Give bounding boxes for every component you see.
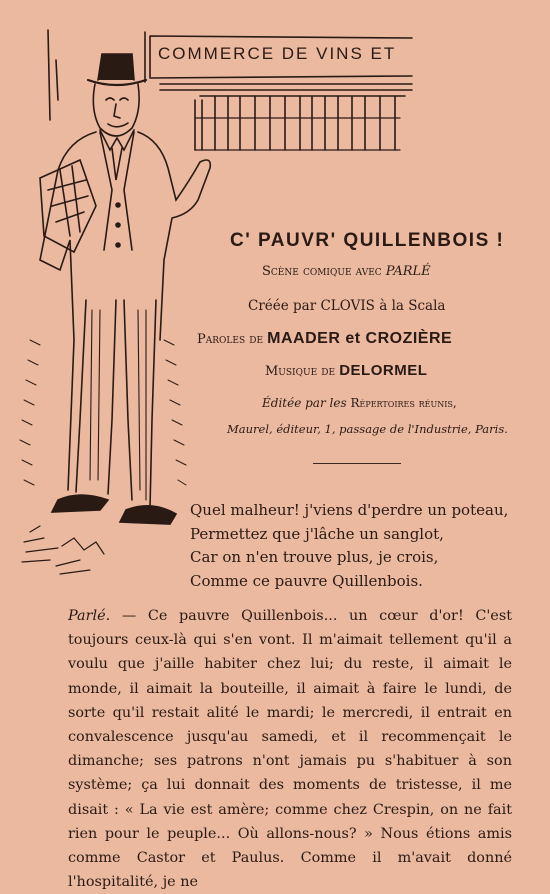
created-by-line: Créée par CLOVIS à la Scala	[248, 298, 446, 314]
composer-name: DELORMEL	[339, 362, 428, 379]
shop-sign-text: COMMERCE DE VINS ET	[158, 44, 397, 63]
music-label: Musique de	[265, 364, 336, 379]
verse-line: Car on n'en trouve plus, je crois,	[190, 548, 439, 566]
subtitle-line	[262, 264, 431, 279]
publisher-address: Maurel, éditeur, 1, passage de l'Industrie, Paris.	[227, 422, 508, 436]
verse-line: Permettez que j'lâche un sanglot,	[190, 524, 444, 543]
subtitle-parle: PARLÉ	[385, 264, 431, 279]
subtitle-genre: Scène comique avec	[262, 264, 382, 279]
edition-line	[262, 396, 457, 410]
lyrics-label: Paroles de	[197, 332, 264, 347]
verse-line: Quel malheur! j'viens d'perdre un poteau,	[190, 501, 509, 519]
spoken-label: Parlé.	[68, 608, 111, 624]
lyrics-credit-line	[197, 330, 452, 348]
section-divider	[313, 463, 401, 464]
verse-line: Comme ce pauvre Quillenbois.	[190, 571, 423, 590]
lyricist-names: MAADER et CROZIÈRE	[267, 330, 453, 347]
edition-prefix: Éditée par les	[262, 396, 347, 410]
song-title: C' PAUVR' QUILLENBOIS !	[230, 230, 505, 251]
spoken-text: — Ce pauvre Quillenbois... un cœur d'or! C'est toujours ceux-là qui s'en vont. Il m'aimait tellement qu'il a voulu que j'aille habiter chez lui; du reste, il aimait le monde, il aimait la bouteille, il aimait à faire le lundi, de sorte qu'il restait alité le mardi; le mercredi, il entrait en convalescence jusqu'au samedi, et il recommençait le dimanche; ses patrons n'ont jamais pu s'habituer à son système; ça lui donnait des moments de tristesse, il me disait : « La vie est amère; comme chez Crespin, on ne fait rien pour le peuple... Où allons-nous? » Nous étions amis comme Castor et Paulus. Comme il m'avait donné l'hospitalité, je ne	[68, 608, 512, 891]
edition-publisher-group: Répertoires réunis,	[350, 396, 457, 410]
music-credit-line	[265, 362, 427, 379]
spoken-passage	[68, 604, 512, 894]
verse-block	[190, 499, 530, 593]
